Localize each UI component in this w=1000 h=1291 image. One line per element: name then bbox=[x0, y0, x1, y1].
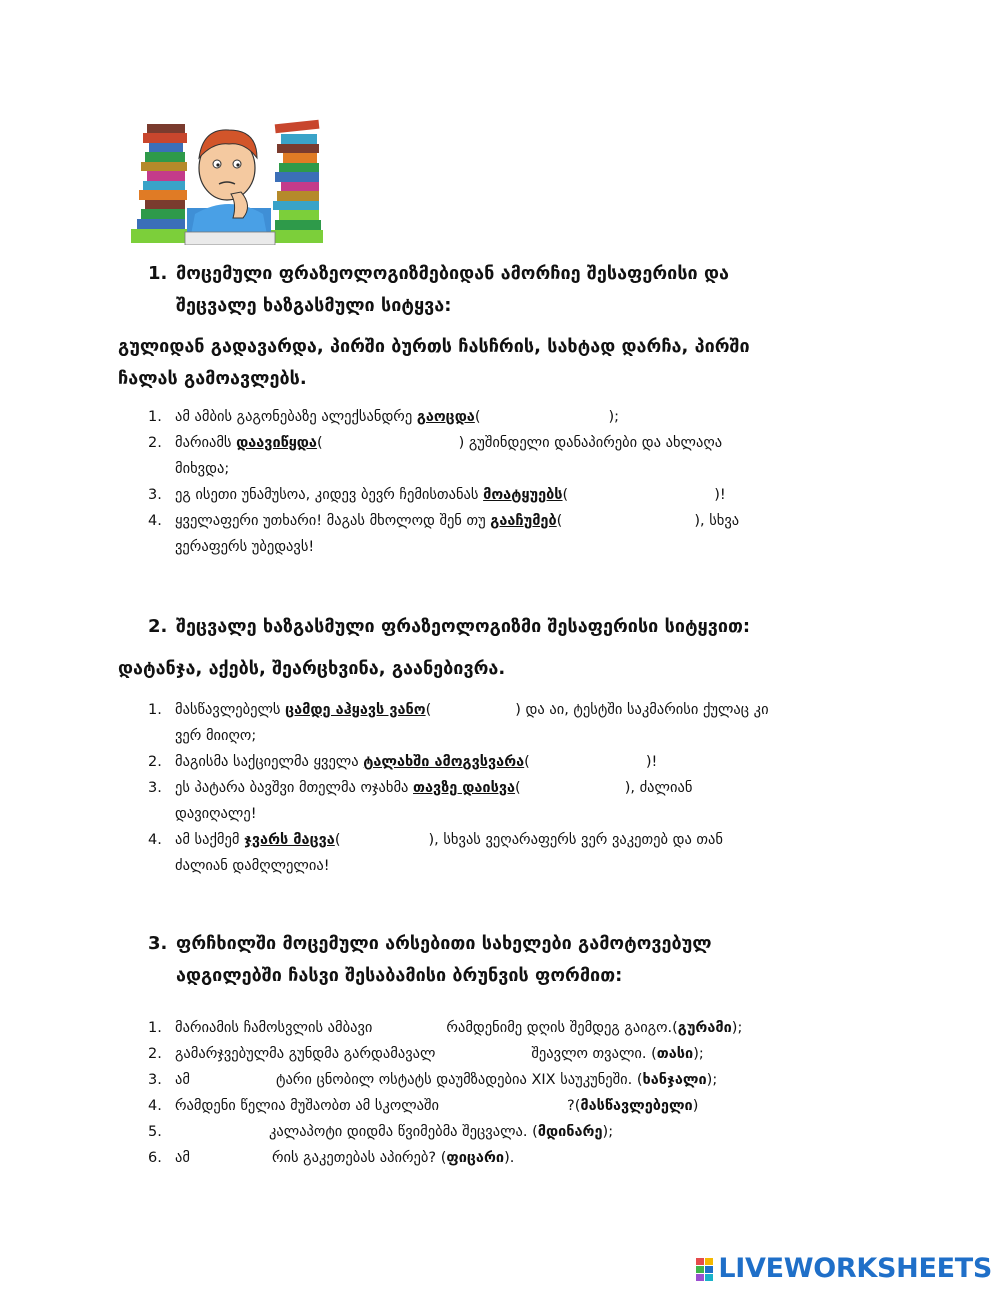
hint-word: თასი bbox=[656, 1046, 694, 1062]
underlined-phrase: ცამდე აჰყავს ვანო bbox=[285, 702, 426, 718]
underlined-word: მოატყუებს bbox=[483, 487, 563, 503]
list-item: 4. ყველაფერი უთხარი! მაგას მხოლოდ შენ თუ გააჩუმებ( ), სხვა ვერაფერს უბედავს! bbox=[148, 513, 740, 555]
section-1-heading bbox=[148, 258, 888, 322]
section-number: 3. bbox=[148, 933, 168, 954]
list-item: 2. მაგისმა საქციელმა ყველა ტალახში ამოგვსვარა( )! bbox=[148, 754, 658, 770]
list-item: 2. მარიამს დაავიწყდა( ) გუშინდელი დანაპირები და ახლაღა მიხვდა; bbox=[148, 435, 723, 477]
section-heading-text: შეცვალე ხაზგასმული ფრაზეოლოგიზმი შესაფერისი სიტყვით: bbox=[176, 616, 751, 637]
underlined-word: დაავიწყდა bbox=[236, 435, 317, 451]
list-item: 3. ამ ტარი ცნობილ ოსტატს დაუმზადებია XIX საუკუნეში. (ხანჯალი); bbox=[148, 1072, 718, 1088]
list-item: 6. ამ რის გაკეთებას აპირებ? (ფიცარი). bbox=[148, 1150, 515, 1166]
list-item: 1. მასწავლებელს ცამდე აჰყავს ვანო( ) და აი, ტესტში საკმარისი ქულაც კი ვერ მიიღო; bbox=[148, 702, 769, 744]
section-heading-text: ფრჩხილში მოცემული არსებითი სახელები გამოტოვებულ ადგილებში ჩასვი შესაბამისი ბრუნვის ფორმით: bbox=[176, 933, 712, 986]
list-item: 2. გამარჯვებულმა გუნდმა გარდამავალ შეავლო თვალი. (თასი); bbox=[148, 1046, 704, 1062]
underlined-word: გაოცდა bbox=[416, 409, 475, 425]
section-2-list bbox=[148, 697, 908, 879]
student-books-illustration bbox=[125, 114, 329, 245]
logo-text: LIVEWORKSHEETS bbox=[718, 1253, 992, 1284]
hint-word: გურამი bbox=[677, 1020, 732, 1036]
logo-tiles-icon bbox=[696, 1258, 714, 1282]
list-item: 3. ეგ ისეთი უნამუსოა, კიდევ ბევრ ჩემისთანას მოატყუებს( )! bbox=[148, 487, 726, 503]
section-heading-text: მოცემული ფრაზეოლოგიზმებიდან ამორჩიე შესაფერისი და შეცვალე ხაზგასმული სიტყვა: bbox=[176, 263, 729, 316]
underlined-phrase: თავზე დაისვა bbox=[413, 780, 516, 796]
section-number: 2. bbox=[148, 616, 168, 637]
list-item: 4. ამ საქმემ ჯვარს მაცვა( ), სხვას ვეღარაფერს ვერ ვაკეთებ და თან ძალიან დამღლელია! bbox=[148, 832, 723, 874]
underlined-phrase: ჯვარს მაცვა bbox=[244, 832, 335, 848]
section-1-phrase-options: გულიდან გადავარდა, პირში ბურთს ჩასჩრის, სახტად დარჩა, პირში ჩალას გამოავლებს. bbox=[118, 336, 750, 389]
underlined-phrase: ტალახში ამოგვსვარა bbox=[363, 754, 525, 770]
hint-word: ხანჯალი bbox=[642, 1072, 707, 1088]
section-1-list bbox=[148, 404, 878, 560]
section-3-list bbox=[148, 1015, 888, 1171]
list-item: 3. ეს პატარა ბავშვი მთელმა ოჯახმა თავზე დაისვა( ), ძალიან დავიღალე! bbox=[148, 780, 693, 822]
list-item: 4. რამდენი წელია მუშაობთ ამ სკოლაში ?(მასწავლებელი) bbox=[148, 1098, 699, 1114]
list-item: 1. ამ ამბის გაგონებაზე ალექსანდრე გაოცდა( ); bbox=[148, 409, 620, 425]
section-number: 1. bbox=[148, 263, 168, 284]
list-item: 1. მარიამის ჩამოსვლის ამბავი რამდენიმე დღის შემდეგ გაიგო.(გურამი); bbox=[148, 1020, 743, 1036]
hint-word: ფიცარი bbox=[446, 1150, 505, 1166]
section-2-word-options: დატანჯა, აქებს, შეარცხვინა, გაანებივრა. bbox=[118, 658, 506, 679]
list-item: 5. კალაპოტი დიდმა წვიმებმა შეცვალა. (მდინარე); bbox=[148, 1124, 614, 1140]
underlined-word: გააჩუმებ bbox=[490, 513, 557, 529]
section-3-heading bbox=[148, 928, 888, 992]
hint-word: მასწავლებელი bbox=[580, 1098, 693, 1114]
liveworksheets-logo bbox=[696, 1253, 992, 1284]
section-2-heading bbox=[148, 611, 888, 643]
hint-word: მდინარე bbox=[537, 1124, 603, 1140]
